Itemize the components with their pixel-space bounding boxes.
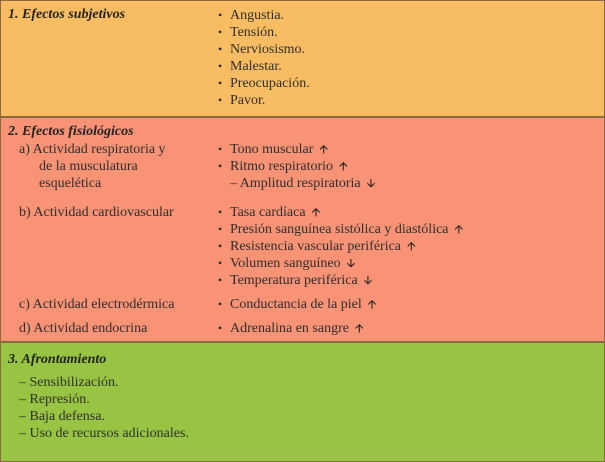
bullet: • bbox=[218, 205, 223, 219]
list-item: Volumen sanguíneo 🡫 bbox=[230, 256, 356, 271]
list-item: – Represión. bbox=[19, 392, 90, 407]
category-label: d) Actividad endocrina bbox=[19, 321, 148, 336]
arrow-down-icon: 🡫 bbox=[346, 256, 356, 270]
category-label: c) Actividad electrodérmica bbox=[19, 297, 175, 312]
arrow-down-icon: 🡫 bbox=[366, 176, 376, 190]
bullet: • bbox=[218, 142, 223, 156]
bullet: • bbox=[218, 42, 223, 56]
bullet: • bbox=[218, 25, 223, 39]
bullet: • bbox=[218, 239, 223, 253]
list-item: Malestar. bbox=[230, 59, 282, 74]
list-item: Conductancia de la piel 🡩 bbox=[230, 297, 377, 312]
list-item: Temperatura periférica 🡫 bbox=[230, 273, 373, 288]
bullet: • bbox=[218, 256, 223, 270]
section-coping bbox=[0, 342, 605, 462]
section-title: 3. Afrontamiento bbox=[8, 352, 107, 367]
arrow-up-icon: 🡩 bbox=[339, 159, 348, 173]
section-physiological-effects bbox=[0, 117, 605, 342]
arrow-down-icon: 🡫 bbox=[363, 273, 373, 287]
bullet: • bbox=[218, 321, 223, 335]
category-label: a) Actividad respiratoria y bbox=[19, 142, 166, 157]
list-item: Ritmo respiratorio 🡩 bbox=[230, 159, 348, 174]
arrow-up-icon: 🡩 bbox=[354, 321, 364, 335]
arrow-up-icon: 🡩 bbox=[407, 239, 416, 253]
list-item: – Uso de recursos adicionales. bbox=[19, 426, 189, 441]
bullet: • bbox=[218, 297, 223, 311]
category-label: b) Actividad cardiovascular bbox=[19, 205, 174, 220]
arrow-up-icon: 🡩 bbox=[367, 297, 377, 311]
list-item: Presión sanguínea sistólica y diastólica 🡩 bbox=[230, 222, 464, 237]
bullet: • bbox=[218, 76, 223, 90]
bullet: • bbox=[218, 222, 223, 236]
list-item: Adrenalina en sangre 🡩 bbox=[230, 321, 364, 336]
list-item: Resistencia vascular periférica 🡩 bbox=[230, 239, 416, 254]
list-sub-item: – Amplitud respiratoria 🡫 bbox=[230, 176, 376, 191]
list-item: Nerviosismo. bbox=[230, 42, 306, 57]
bullet: • bbox=[218, 273, 223, 287]
bullet: • bbox=[218, 8, 223, 22]
category-label: esquelética bbox=[39, 176, 102, 191]
category-label: de la musculatura bbox=[39, 159, 138, 174]
list-item: Pavor. bbox=[230, 93, 266, 108]
section-title: 1. Efectos subjetivos bbox=[8, 7, 126, 22]
bullet: • bbox=[218, 93, 223, 107]
list-item: – Sensibilización. bbox=[19, 375, 119, 390]
section-title: 2. Efectos fisiológicos bbox=[8, 124, 134, 139]
arrow-up-icon: 🡩 bbox=[454, 222, 464, 236]
arrow-up-icon: 🡩 bbox=[319, 142, 329, 156]
list-item: Tensión. bbox=[230, 25, 278, 40]
list-item: Tono muscular 🡩 bbox=[230, 142, 329, 157]
list-item: Tasa cardíaca 🡩 bbox=[230, 205, 321, 220]
list-item: – Baja defensa. bbox=[19, 409, 105, 424]
list-item: Preocupación. bbox=[230, 76, 310, 91]
section-subjective-effects bbox=[0, 0, 605, 117]
bullet: • bbox=[218, 59, 223, 73]
bullet: • bbox=[218, 159, 223, 173]
arrow-up-icon: 🡩 bbox=[311, 205, 321, 219]
list-item: Angustia. bbox=[230, 8, 285, 23]
